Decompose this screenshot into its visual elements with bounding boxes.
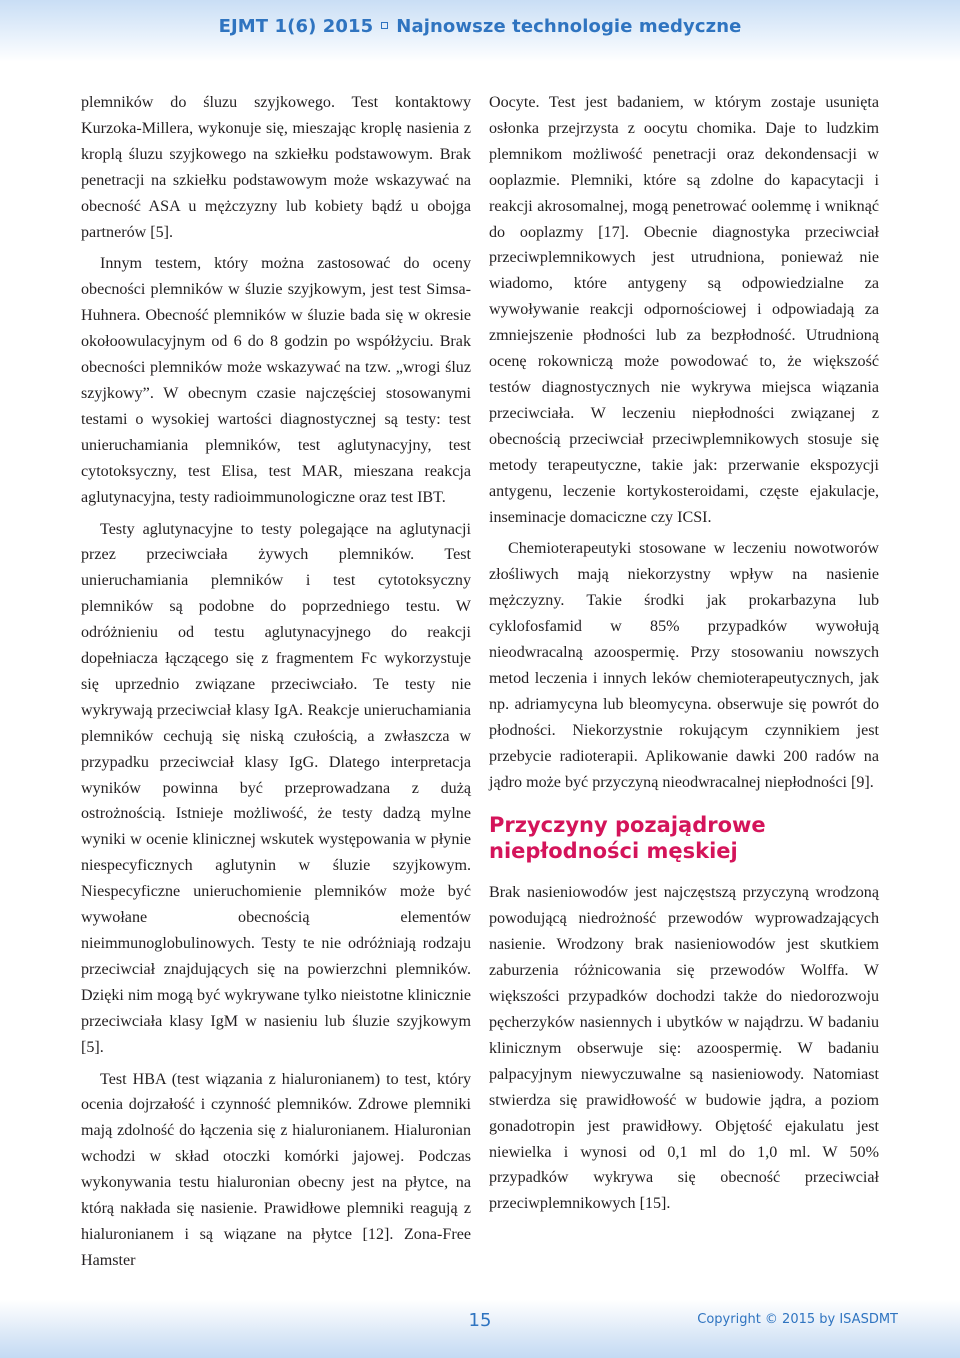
paragraph: Chemioterapeutyki stosowane w leczeniu nowotworów złośliwych mają niekorzystny wpływ na nasienie mężczyzny. Takie środki jak prokarbazyna lub cyklofosfamid w 85% przypadków wywołują nieodwracalną azoospermię. Przy stosowaniu nowszych metod leczenia i innych leków chemioterapeutycznych, jak np. adriamycyna lub bleomycyna. obserwuje się powrót do płodności. Niekorzystnie rokującym czynnikiem jest przebycie radioterapii. Aplikowanie dawki 200 radów na jądro może być przyczyną nieodwracalnej niepłodności [9]. — [489, 540, 879, 791]
paragraph: plemników do śluzu szyjkowego. Test kontaktowy Kurzoka-Millera, wykonuje się, mieszając kroplę nasienia z kroplą śluzu szyjkowego na szkiełku podstawowym. Brak penetracji na szkiełku podstawowym może wskazywać na obecność ASA u mężczyzny lub kobiety bądź u obojga partnerów [5]. — [81, 94, 471, 241]
page-number: 15 — [468, 1310, 492, 1331]
section-heading: Przyczyny pozajądrowe niepłodności męskiej — [489, 813, 766, 864]
paragraph: Testy aglutynacyjne to testy polegające na aglutynacji przez przeciwciała żywych plemników. Test unieruchamiania plemników i test cytotoksyczny plemników są podobne do poprzedniego testu. W odróżnieniu od testu aglutynacyjnego do reakcji dopełniacza łączącego się z fragmentem Fc wykorzystuje się uprzednio związane przeciwciało. Te testy nie wykrywają przeciwciał klasy IgA. Reakcje unieruchamiania plemników cechują się niską czułością, a zwłaszcza w przypadku przeciwciał klasy IgG. Dlatego interpretacja wyników powinna być przeprowadzana z dużą ostrożnością. Istnieje możliwość, że testy dadzą mylne wyniki w ocenie klinicznej wskutek występowania w płynie niespecyficznych aglutynin w śluzie szyjkowym. Niespecyficzne unieruchomienie plemników może być wywołane obecnością elementów nieimmunoglobulinowych. Testy te nie odróżniają rodzaju przeciwciał znajdujących się na powierzchni plemników. Dzięki nim mogą być wykrywane tylko nieistotne klinicznie przeciwciała klasy IgM w nasieniu lub śluzie szyjkowym [5]. — [81, 520, 471, 1056]
journal-title: EJMT 1(6) 2015 — [218, 16, 374, 37]
running-head — [0, 16, 960, 37]
paragraph: Oocyte. Test jest badaniem, w którym zostaje usunięta osłonka przejrzysta z oocytu chomika. Daje to ludzkim plemnikom możliwość penetracji oraz dekondensacji w ooplazmie. Plemniki, które są zdolne do kapacytacji i reakcji akrosomalnej, mogą penetrować oolemmę i wniknąć do ooplazmy [17]. Obecnie diagnostyka przeciwciał przeciwplemnikowych jest utrudniona, ponieważ nie wiadomo, które antygeny są odpowiedzialne za wywoływanie reakcji odpornościowej i odpowiadają za zmniejszenie płodności lub za bezpłodność. Utrudnioną ocenę rokowniczą może powodować to, że większość testów diagnostycznych nie wykrywa miejsca wiązania przeciwciała. W leczeniu niepłodności związanej z obecnością przeciwciał przeciwplemnikowych stosuje się metody terapeutyczne, takie jak: przerwanie ekspozycji antygenu, leczenie kortykosteroidami, częste ejakulacje, inseminacje domaciczne czy ICSI. — [489, 94, 879, 526]
paragraph: Test HBA (test wiązania z hialuronianem) to test, który ocenia dojrzałość i czynność plemników. Zdrowe plemniki mają zdolność do łączenia się z hialuronianem. Hialuronian wchodzi w skład otoczki komórki jajowej. Podczas wykonywania testu hialuronian obecny jest na płytce, na którą nakłada się nasienie. Prawidłowe plemniki reagują z hialuronianem i są wiązane na płytce [12]. Zona-Free Hamster — [81, 1070, 471, 1269]
page-header — [0, 0, 960, 62]
page-footer — [0, 1300, 960, 1358]
left-column — [81, 90, 471, 1274]
section-title: Najnowsze technologie medyczne — [396, 16, 742, 37]
right-column — [489, 90, 879, 1217]
paragraph: Brak nasieniowodów jest najczęstszą przyczyną wrodzoną powodującą niedrożność przewodów wyprowadzających nasienie. Wrodzony brak nasieniowodów jest skutkiem zaburzenia różnicowania się przewodów Wolffa. W większości przypadków dochodzi także do niedorozwoju pęcherzyków nasiennych i ubytków w najądrzu. W badaniu klinicznym obserwuje się: azoospermię. W badaniu palpacyjnym niewyczuwalne są nasieniowody. Natomiast stwierdza się prawidłowość w budowie jądra, a poziom gonadotropin jest prawidłowy. Objętość ejakulatu jest niewielka i wynosi od 0,1 ml do 1,0 ml. W 50% przypadków wykrywa się obecność przeciwciał przeciwplemnikowych [15]. — [489, 884, 879, 1213]
square-bullet-icon — [381, 22, 388, 29]
copyright-notice: Copyright © 2015 by ISASDMT — [697, 1312, 898, 1327]
paragraph: Innym testem, który można zastosować do oceny obecności plemników w śluzie szyjkowym, jest test Simsa-Huhnera. Obecność plemników w śluzie bada się w okresie okołoowulacyjnym od 6 do 8 godzin po współżyciu. Brak obecności plemników może wskazywać na tzw. „wrogi śluz szyjkowy”. W obecnym czasie najczęściej stosowanymi testami o wysokiej wartości diagnostycznej są testy: test unieruchamiania plemników, test aglutynacyjny, test cytotoksyczny, test Elisa, test MAR, mieszana reakcja aglutynacyjna, testy radioimmunologiczne oraz test IBT. — [81, 255, 471, 506]
